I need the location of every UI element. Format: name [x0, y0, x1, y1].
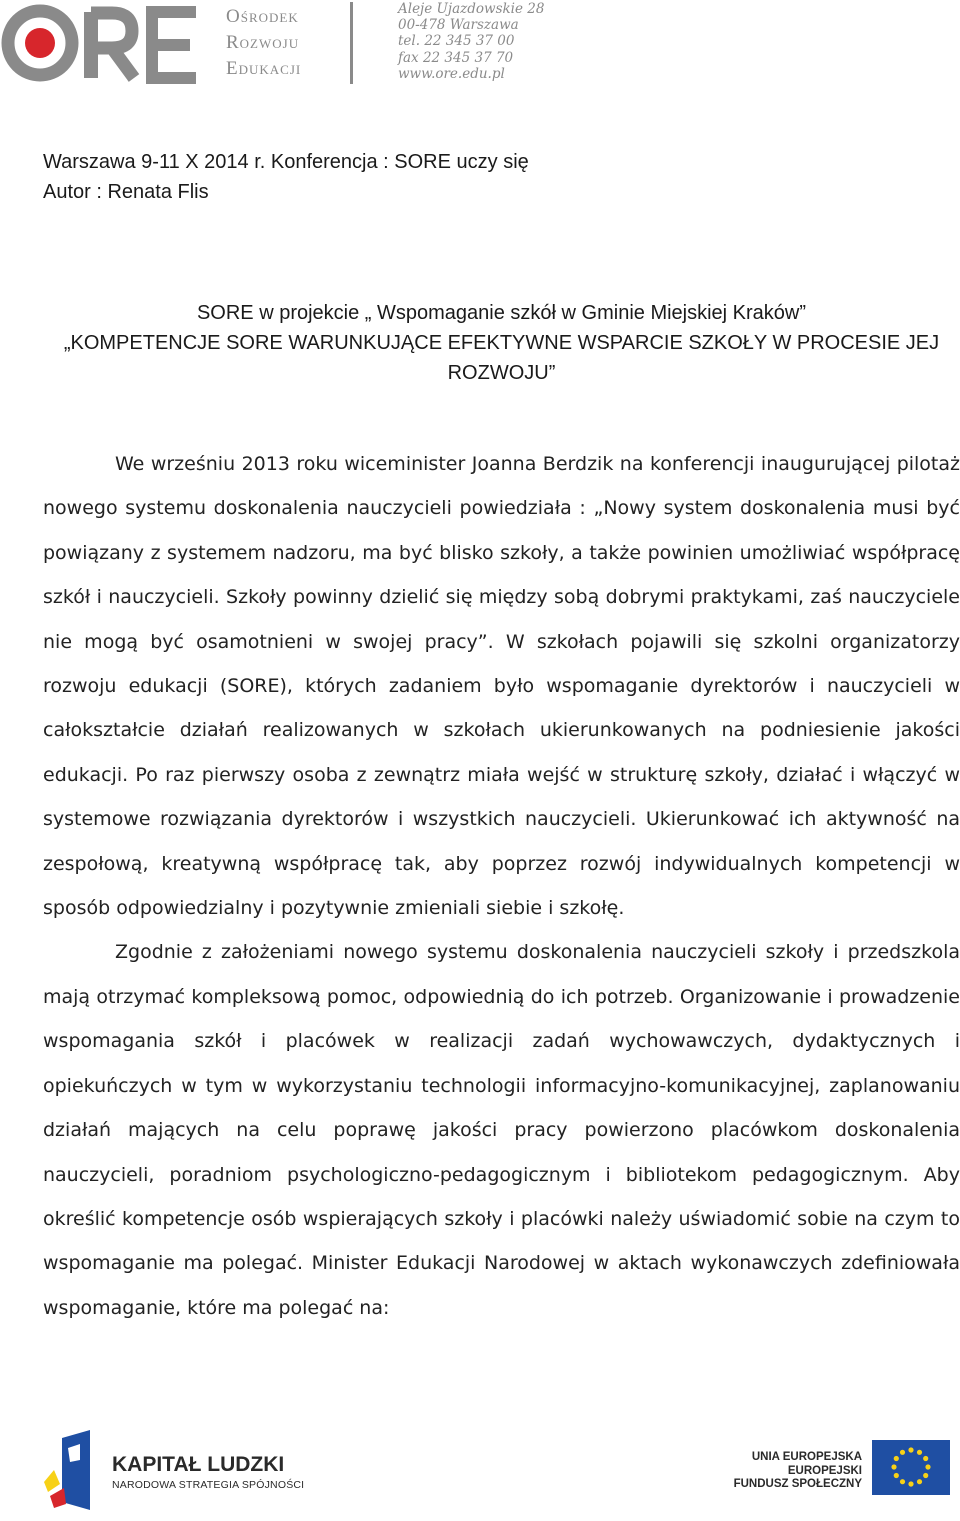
address-line: Aleje Ujazdowskie 28 [398, 1, 545, 17]
eu-fund-text [734, 1451, 862, 1492]
eu-line: UNIA EUROPEJSKA [751, 1451, 862, 1463]
address-phone: tel. 22 345 37 00 [398, 33, 515, 50]
address-line: 00-478 Warszawa [398, 17, 519, 34]
eu-line: EUROPEJSKI [787, 1464, 862, 1477]
letterhead [0, 0, 960, 100]
org-name [226, 4, 301, 82]
paragraph: We wrześniu 2013 roku wiceminister Joanna Berdzik na konferencji inaugurującej pilotaż nowego systemu doskonalenia nauczycieli powiedziała : „Nowy system doskonalenia musi być powiązany z systemem nadzoru, ma być blisko szkoły, a także powinien umożliwiać współpracę szkół i nauczycieli. Szkoły powinny dzielić się między sobą dobrymi praktykami, zaś nauczyciele nie mogą być osamotnieni w swojej pracy”. W szkołach pojawili się szkolni organizatorzy rozwoju edukacji (SORE), których zadaniem było wspomaganie dyrektorów i nauczycieli w całokształcie działań realizowanych w szkołach ukierunkowanych na podniesienie jakości edukacji. Po raz pierwszy osoba z zewnątrz miała wejść w strukturę szkoły, działać i włączyć w systemowe rozwiązania dyrektorów i wszystkich nauczycieli. Ukierunkować ich aktywność na zespołową, kreatywną współpracę tak, aby poprzez rozwój indywidualnych kompetencji w sposób odpowiedzialny i pozytywnie zmieniali siebie i szkołę. [43, 453, 960, 920]
org-name-line: Edukacji [226, 58, 302, 79]
document-body [43, 442, 960, 1330]
kapital-ludzki-logo [42, 1430, 102, 1512]
eu-flag-icon [872, 1440, 950, 1495]
ore-logo [0, 0, 205, 90]
event-line: Warszawa 9-11 X 2014 r. Konferencja : SORE uczy się [43, 151, 529, 173]
address-fax: fax 22 345 37 70 [398, 49, 514, 66]
kapital-ludzki-title: KAPITAŁ LUDZKI [112, 1453, 285, 1476]
title-line: „KOMPETENCJE SORE WARUNKUJĄCE EFEKTYWNE WSPARCIE SZKOŁY W PROCESIE JEJ [63, 332, 940, 354]
author-line: Autor : Renata Flis [43, 181, 209, 203]
title-line: SORE w projekcie „ Wspomaganie szkół w Gminie Miejskiej Kraków” [196, 302, 807, 324]
org-name-line: Rozwoju [226, 32, 300, 53]
paragraph: Zgodnie z założeniami nowego systemu doskonalenia nauczycieli szkoły i przedszkola mają otrzymać kompleksową pomoc, odpowiednią do ich potrzeb. Organizowanie i prowadzenie wspomagania szkół i placówek w realizacji zadań wychowawczych, dydaktycznych i opiekuńczych w tym w wykorzystaniu technologii informacyjno-komunikacyjnej, zaplanowaniu działań mających na celu poprawę jakości pracy powierzono placówkom doskonalenia nauczycieli, poradniom psychologiczno-pedagogicznym i bibliotekom pedagogicznym. Aby określić kompetencje osób wspierających szkoły i placówki należy uświadomić sobie na czym to wspomaganie ma polegać. Minister Edukacji Narodowej w aktach wykonawczych zdefiniowała wspomaganie, które ma polegać na: [43, 941, 960, 1319]
org-name-line: Ośrodek [226, 6, 299, 27]
eu-line: FUNDUSZ SPOŁECZNY [733, 1478, 862, 1490]
header-divider [350, 2, 353, 84]
document-title [43, 298, 960, 388]
kapital-ludzki-subtitle: NARODOWA STRATEGIA SPÓJNOŚCI [112, 1479, 305, 1491]
title-line: ROZWOJU” [447, 362, 556, 384]
address-block [398, 1, 544, 82]
address-website: www.ore.edu.pl [398, 65, 505, 82]
